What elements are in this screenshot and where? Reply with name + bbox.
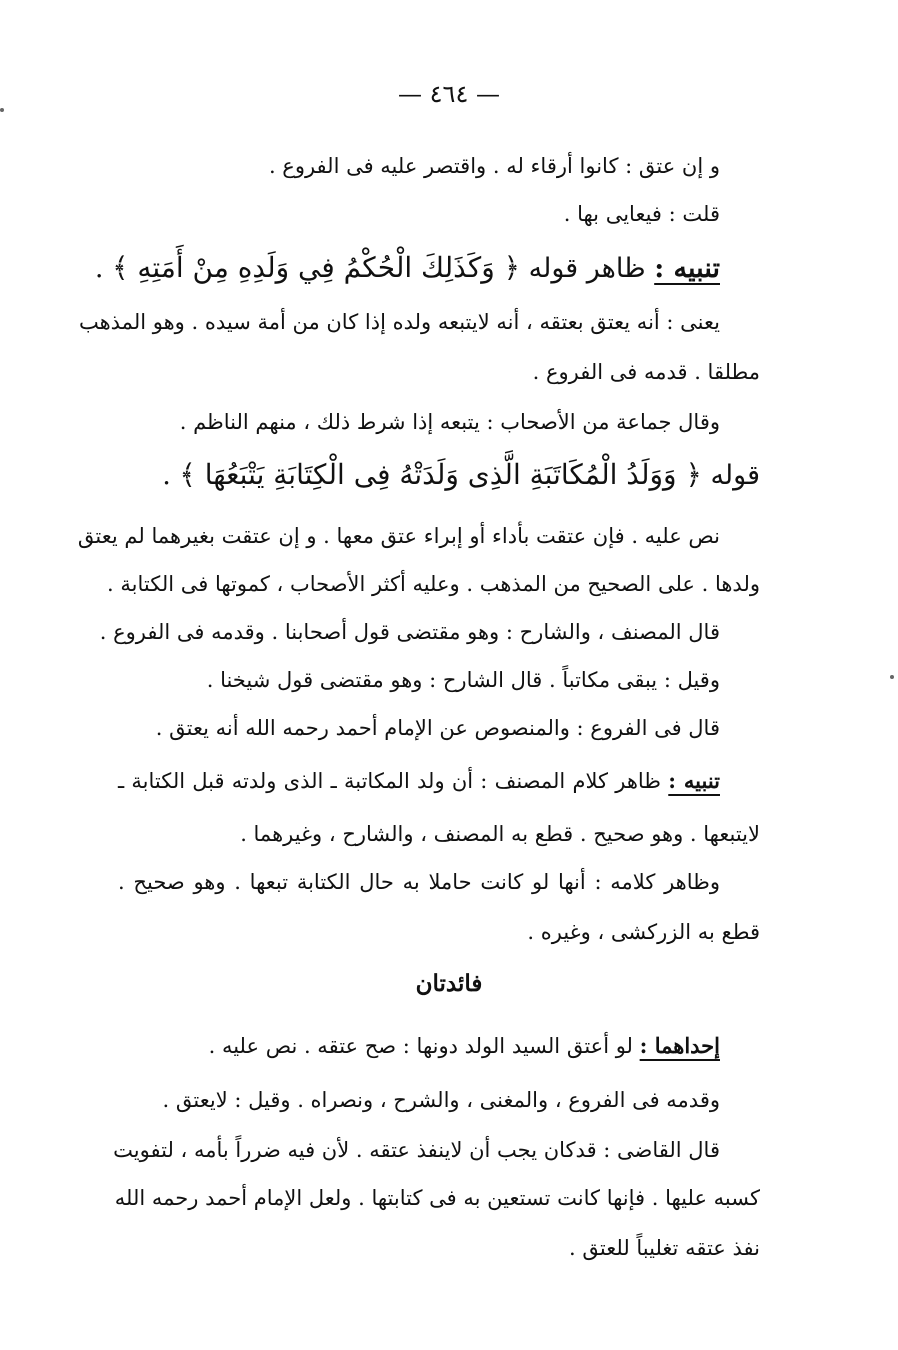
line-text: وقدمه فى الفروع ، والمغنى ، والشرح ، ونصراه . وقيل : لايعتق . <box>162 1088 720 1112</box>
line-text: وظاهر كلامه : أنها لو كانت حاملا به حال الكتابة تبعها . وهو صحيح . <box>118 870 720 894</box>
line-text: قطع به الزركشى ، وغيره . <box>527 920 760 944</box>
text-line <box>118 664 720 696</box>
line-text: ظاهر قوله <box>520 253 655 284</box>
line-tail: . <box>162 460 180 491</box>
text-line <box>107 568 760 600</box>
ihdahuma-label: إحداهما : <box>639 1033 720 1058</box>
text-line <box>118 866 720 898</box>
line-text: كسبه عليها . فإنها كانت تستعين به فى كتابتها . ولعل الإمام أحمد رحمه الله <box>114 1186 760 1210</box>
line-text: نفذ عتقه تغليباً للعتق . <box>569 1236 760 1260</box>
line-text: قال المصنف ، والشارح : وهو مقتضى قول أصحابنا . وقدمه فى الفروع . <box>99 620 720 644</box>
quoted-text: ﴿ وَكَذَلِكَ الْحُكْمُ فِي وَلَدِهِ مِنْ أَمَتِهِ ﴾ <box>112 251 521 284</box>
text-line <box>113 1134 720 1166</box>
text-line <box>78 306 720 338</box>
text-line <box>118 765 720 797</box>
line-text: لايتبعها . وهو صحيح . قطع به المصنف ، والشارح ، وغيرهما . <box>240 822 760 846</box>
line-text: قوله <box>701 460 760 491</box>
line-text: يعنى : أنه يعتق بعتقه ، أنه لايتبعه ولده إذا كان من أمة سيده . وهو المذهب <box>78 310 720 334</box>
text-line <box>118 455 760 496</box>
line-text: قلت : فيعايى بها . <box>563 202 720 226</box>
text-line <box>118 406 720 438</box>
text-line <box>99 616 720 648</box>
text-line <box>118 1232 760 1264</box>
line-text: ولدها . على الصحيح من المذهب . وعليه أكثر الأصحاب ، كموتها فى الكتابة . <box>107 572 760 596</box>
text-line <box>118 198 720 230</box>
line-tail: . <box>94 253 113 284</box>
line-text: لو أعتق السيد الولد دونها : صح عتقه . نص عليه . <box>208 1034 640 1058</box>
text-line <box>114 1182 760 1214</box>
text-line <box>118 1084 720 1116</box>
page-number: — ٤٦٤ — <box>398 80 500 108</box>
text-line <box>77 520 720 552</box>
line-text: قال القاضى : قدكان يجب أن لاينفذ عتقه . لأن فيه ضرراً بأمه ، لتفويت <box>113 1138 720 1162</box>
tanbih-label: تنبيه : <box>654 253 720 284</box>
text-line <box>118 1030 720 1062</box>
line-text: وقال جماعة من الأصحاب : يتبعه إذا شرط ذلك ، منهم الناظم . <box>179 410 720 434</box>
line-text: وقيل : يبقى مكاتباً . قال الشارح : وهو مقتضى قول شيخنا . <box>206 668 720 692</box>
text-line <box>118 712 720 744</box>
text-line <box>94 248 720 289</box>
text-line <box>118 356 760 388</box>
line-text: مطلقا . قدمه فى الفروع . <box>532 360 760 384</box>
line-text: قال فى الفروع : والمنصوص عن الإمام أحمد رحمه الله أنه يعتق . <box>155 716 720 740</box>
line-text: و إن عتق : كانوا أرقاء له . واقتصر عليه فى الفروع . <box>268 154 720 178</box>
section-heading: فائدتان <box>415 970 483 997</box>
text-line <box>118 818 760 850</box>
scan-mark <box>0 108 4 112</box>
tanbih-label: تنبيه : <box>668 768 720 793</box>
line-text: ظاهر كلام المصنف : أن ولد المكاتبة ـ الذى ولدته قبل الكتابة ـ <box>118 769 669 793</box>
text-line <box>118 150 720 182</box>
line-text: نص عليه . فإن عتقت بأداء أو إبراء عتق معها . و إن عتقت بغيرهما لم يعتق <box>77 524 720 548</box>
quoted-text: ﴿ وَوَلَدُ الْمُكَاتَبَةِ الَّذِى وَلَدَتْهُ فِى الْكِتَابَةِ يَتْبَعُهَا ﴾ <box>179 458 702 491</box>
scan-mark <box>890 675 894 679</box>
text-line <box>118 916 760 948</box>
